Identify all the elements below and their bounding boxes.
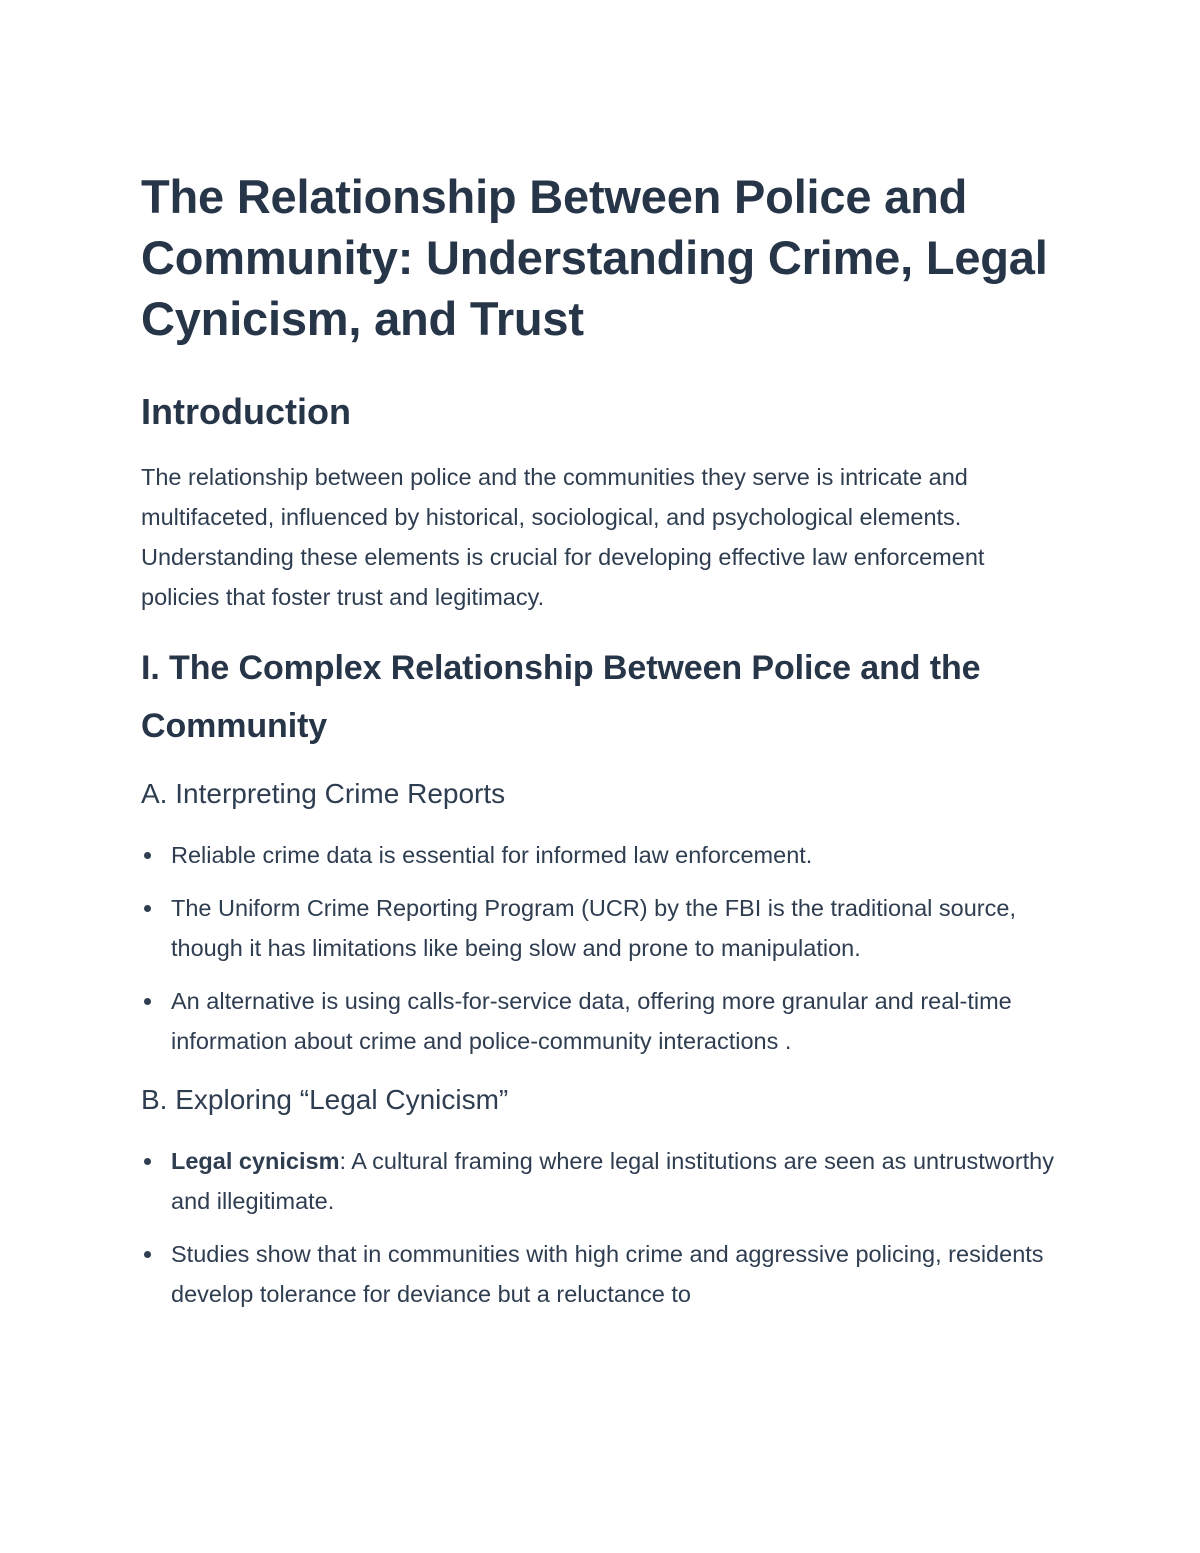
list-item-text: The Uniform Crime Reporting Program (UCR) by the FBI is the traditional source, though it has limitations like being slow and prone to manipulation. (171, 895, 1016, 961)
bullet-icon (144, 852, 151, 859)
bullet-icon (144, 998, 151, 1005)
introduction-paragraph: The relationship between police and the communities they serve is intricate and multifaceted, influenced by historical, sociological, and psychological elements. Understanding these elements is crucial for developing effective law enforcement policies that foster trust and legitimacy. (141, 464, 985, 610)
bullet-icon (144, 1158, 151, 1165)
subsection-b-list (141, 1141, 1061, 1314)
subsection-a-list (141, 835, 1061, 1061)
document-page (141, 166, 1061, 1327)
list-item (141, 1141, 1061, 1221)
list-item-term: Legal cynicism (171, 1148, 340, 1174)
list-item-text: Studies show that in communities with high crime and aggressive policing, residents develop tolerance for deviance but a reluctance to (171, 1241, 1044, 1307)
document-title: The Relationship Between Police and Community: Understanding Crime, Legal Cynicism, and Trust (141, 170, 1048, 345)
list-item (141, 1234, 1061, 1314)
introduction-heading: Introduction (141, 391, 351, 432)
bullet-icon (144, 1251, 151, 1258)
list-item-text: Reliable crime data is essential for informed law enforcement. (171, 842, 813, 868)
subsection-a-heading: A. Interpreting Crime Reports (141, 778, 506, 809)
section-1-heading: I. The Complex Relationship Between Police and the Community (141, 649, 981, 745)
list-item (141, 888, 1061, 968)
bullet-icon (144, 905, 151, 912)
subsection-b-heading: B. Exploring “Legal Cynicism” (141, 1084, 509, 1115)
list-item (141, 981, 1061, 1061)
list-item (141, 835, 1061, 875)
list-item-text: : A cultural framing where legal institutions are seen as untrustworthy and illegitimate. (171, 1148, 1055, 1214)
list-item-text: An alternative is using calls-for-service data, offering more granular and real-time information about crime and police-community interactions . (171, 988, 1012, 1054)
